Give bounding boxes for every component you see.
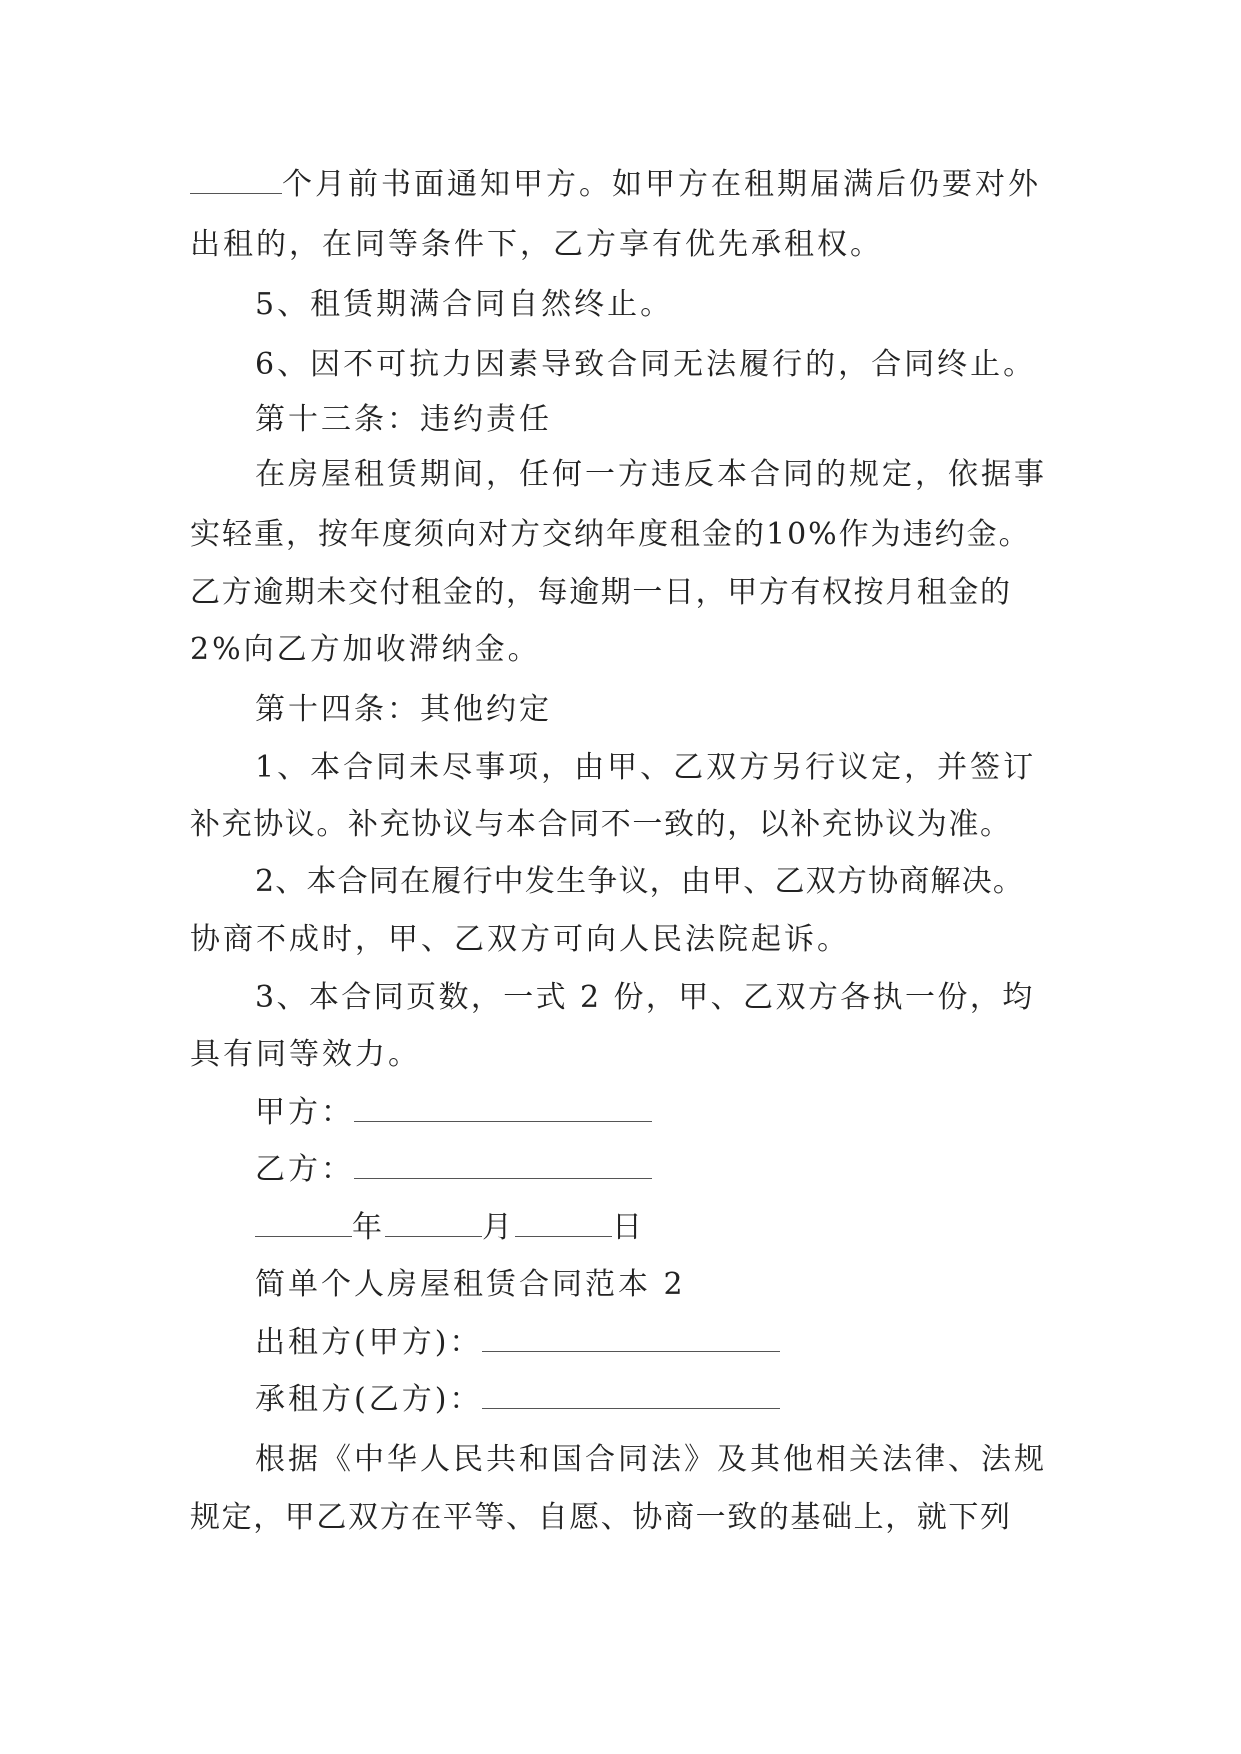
- paragraph-line: 在房屋租赁期间，任何一方违反本合同的规定，依据事: [255, 457, 1047, 492]
- lessor-label: 出租方(甲方)：: [255, 1325, 483, 1360]
- month-blank: [385, 1208, 482, 1237]
- paragraph-line: [190, 165, 1041, 205]
- section-heading: 第十四条：其他约定: [255, 692, 552, 727]
- lessor-field: [255, 1323, 780, 1363]
- party-b-blank: [354, 1150, 652, 1179]
- list-item: 5、租赁期满合同自然终止。: [255, 287, 674, 322]
- paragraph-line: 具有同等效力。: [190, 1037, 421, 1072]
- month-label: 月: [482, 1210, 515, 1245]
- paragraph-line: 实轻重，按年度须向对方交纳年度租金的10%作为违约金。: [190, 517, 1031, 552]
- text-run: 个月前书面通知甲方。如甲方在租期届满后仍要对外: [282, 167, 1041, 202]
- party-a-label: 甲方：: [255, 1095, 354, 1130]
- paragraph-line: 协商不成时，甲、乙双方可向人民法院起诉。: [190, 922, 850, 957]
- lessor-blank: [482, 1323, 780, 1352]
- year-label: 年: [352, 1210, 385, 1245]
- lessee-blank: [482, 1380, 780, 1409]
- lessee-field: [255, 1380, 780, 1420]
- signature-date: [255, 1208, 645, 1248]
- party-b-signature: [255, 1150, 652, 1190]
- party-b-label: 乙方：: [255, 1152, 354, 1187]
- list-item: 3、本合同页数，一式 2 份，甲、乙双方各执一份，均: [255, 980, 1035, 1015]
- party-a-blank: [354, 1093, 652, 1122]
- day-label: 日: [612, 1210, 645, 1245]
- day-blank: [515, 1208, 612, 1237]
- paragraph-line: 2%向乙方加收滞纳金。: [190, 632, 541, 667]
- paragraph-line: 乙方逾期未交付租金的，每逾期一日，甲方有权按月租金的: [190, 575, 1012, 610]
- list-item: 2、本合同在履行中发生争议，由甲、乙双方协商解决。: [255, 864, 1025, 899]
- fill-in-blank: [190, 165, 282, 194]
- paragraph-line: 补充协议。补充协议与本合同不一致的，以补充协议为准。: [190, 807, 1012, 842]
- lessee-label: 承租方(乙方)：: [255, 1382, 483, 1417]
- section-heading: 第十三条：违约责任: [255, 402, 552, 437]
- list-item: 6、因不可抗力因素导致合同无法履行的，合同终止。: [255, 347, 1037, 382]
- contract-title: 简单个人房屋租赁合同范本 2: [255, 1267, 686, 1302]
- paragraph-line: 出租的，在同等条件下，乙方享有优先承租权。: [190, 227, 883, 262]
- party-a-signature: [255, 1093, 652, 1133]
- paragraph-line: 规定，甲乙双方在平等、自愿、协商一致的基础上，就下列: [190, 1500, 1012, 1535]
- paragraph-line: 根据《中华人民共和国合同法》及其他相关法律、法规: [255, 1442, 1047, 1477]
- year-blank: [255, 1208, 352, 1237]
- list-item: 1、本合同未尽事项，由甲、乙双方另行议定，并签订: [255, 750, 1037, 785]
